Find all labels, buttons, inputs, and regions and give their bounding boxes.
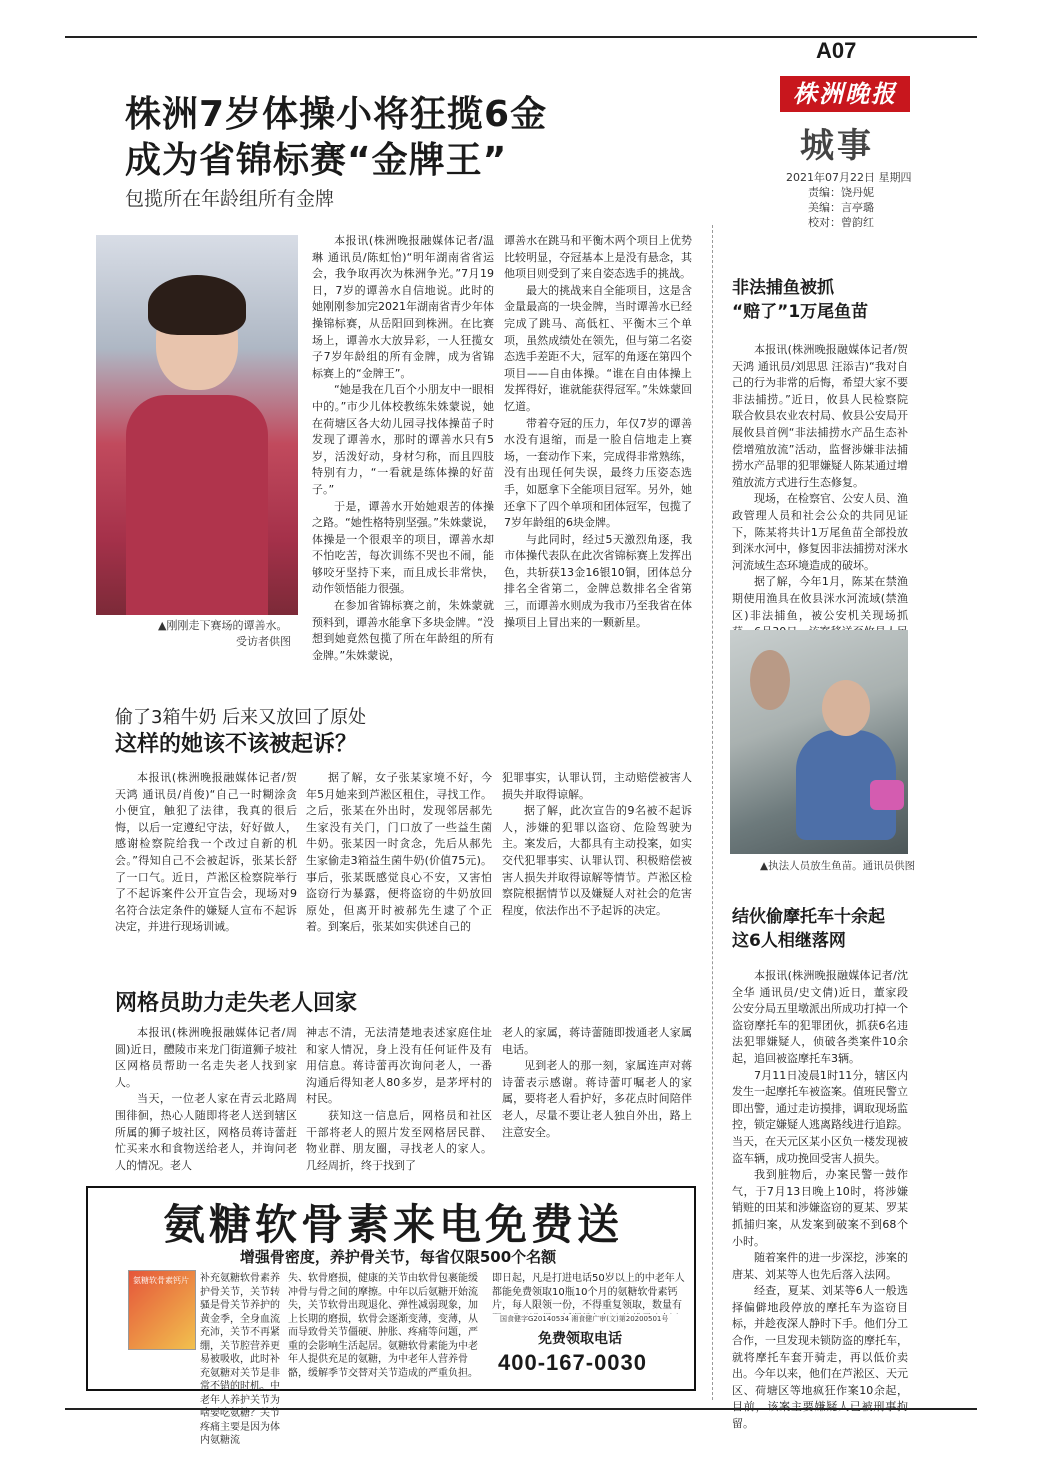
- ad-subtitle: 增强骨密度，养护骨关节，每省仅限500个名额: [239, 1248, 557, 1266]
- newspaper-logo: 株洲晚报: [780, 76, 910, 112]
- column-divider: [712, 225, 713, 1400]
- side1-caption: ▲执法人员放生鱼苗。通讯员供图: [760, 860, 916, 872]
- advertisement: [86, 1186, 696, 1446]
- story2-col1: 本报讯(株洲晚报融媒体记者/贺天鸿 通讯员/肖俊)“自己一时糊涂贪小便宜，触犯了法律，我真的很后悔，以后一定遵纪守法，好好做人，感谢检察院给我一个改过自新的机会。”得知自己不会被起诉，张某长舒了一口气。近日，芦淞区检察院举行了不起诉案件公开宣告会，现场对9名符合法定条件的嫌疑人宣布不起诉决定，并进行现场训诫。: [115, 771, 297, 934]
- photo-caption: ▲刚刚走下赛场的谭善水。: [158, 619, 288, 632]
- bottom-rule: [65, 1408, 977, 1410]
- side1-headline: 非法捕鱼被抓 “赔了”1万尾鱼苗: [732, 278, 869, 322]
- gymnast-photo: [96, 235, 298, 615]
- main-headline: 株洲7岁体操小将狂揽6金 成为省锦标赛“金牌王”: [125, 94, 548, 181]
- main-article-col1: 本报讯(株洲晚报融媒体记者/温琳 通讯员/陈虹怡)“明年湖南省省运会，我争取再次为株洲争光。”7月19日，7岁的谭善水自信地说。此时的她刚刚参加完2021年湖南省青少年体操锦标赛，从岳阳回到株洲。在比赛场上，谭善水大放异彩，一人狂揽女子7岁年龄组的所有金牌，成为省锦标赛上的“金牌王”。 “她是我在几百个小朋友中一眼相中的。”市少儿体校教练朱姝蒙说，她在荷塘区各大幼儿园寻找体操苗子时发现了谭善水，那时的谭善水只有5岁，活泼好动，身材匀称，而且四肢特别有力，“一看就是练体操的好苗子。” 于是，谭善水开始她艰苦的体操之路。“她性格特别坚强。”朱姝蒙说，体操是一个很艰辛的项目，谭善水却不怕吃苦，每次训练不哭也不闹，能够咬牙坚持下来，而且成长非常快，动作领悟能力很强。 在参加省锦标赛之前，朱姝蒙就预料到，谭善水能拿下多块金牌。“没想到她竟然包揽了所在年龄组的所有金牌。”朱姝蒙说，: [312, 234, 494, 662]
- story2-headline: 这样的她该不该被起诉？: [115, 732, 358, 757]
- side1-body: 本报讯(株洲晚报融媒体记者/贺天鸿 通讯员/刘思思 汪添吉)“我对自己的行为非常的后悔，希望大家不要非法捕捞。”近日，攸县人民检察院联合攸县农业农村局、攸县公安局开展攸县首例“非法捕捞水产品生态补偿增殖放流”活动，监督涉嫌非法捕捞水产品罪的犯罪嫌疑人陈某通过增殖放流方式进行生态修复。 现场，在检察官、公安人员、渔政管理人员和社会公众的共同见证下，陈某将共计1万尾鱼苗全部投放到洣水河中，修复因非法捕捞对洣水河流域生态环境造成的破坏。 据了解，今年1月，陈某在禁渔期使用渔具在攸县洣水河流域(禁渔区)非法捕鱼，被公安机关现场抓: [732, 343, 908, 622]
- story2-col2: 据了解，女子张某家境不好，今年5月她来到芦淞区租住，寻找工作。之后，张某在外出时，发现邻居郝先生家没有关门，门口放了一些益生菌牛奶。张某因一时贪念，先后从郝先生家偷走3箱益生菌牛奶(价值75元)。事后，张某既感觉良心不安，又害怕盗窃行为暴露，便将盗窃的牛奶放回原处，但离开时被郝先生逮了个正着。到案后，张某如实供述自己的: [306, 771, 492, 934]
- ad-col2: 失、软骨磨损，健康的关节由软骨包裹能缓冲骨与骨之间的摩擦。中年以后氨糖开始流失，关节软骨出现退化、弹性减弱现象，加上长期的磨损，软骨会逐渐变薄，变薄，从而导致骨关节僵硬、肿胀、疼痛等问题，严重的会影响生活起居。氨糖软骨素能为中老年人提供充足的氨糖，为中老年人营养骨骼，缓解季节交替对关节造成的严重负担。: [288, 1273, 478, 1379]
- story3-col2: 神志不清，无法清楚地表述家庭住址和家人情况，身上没有任何证件及有用信息。蒋诗蕾再次询问老人，一番沟通后得知老人80多岁，是茅坪村的村民。 获知这一信息后，网格员和社区干部将老人的照片发至网格居民群、物业群、朋友圈，寻找老人的家人。几经周折，终于找到了: [306, 1026, 492, 1172]
- photo-credit: 受访者供图: [236, 635, 291, 648]
- story2-kicker: 偷了3箱牛奶 后来又放回了原处: [115, 707, 367, 728]
- ad-title: 氨糖软骨素来电免费送: [162, 1200, 623, 1249]
- story3-col1: 本报讯(株洲晚报融媒体记者/周圆)近日，醴陵市来龙门街道狮子坡社区网格员帮助一名走失老人找到家人。 当天，一位老人家在青云北路周围徘徊，热心人随即将老人送到辖区所属的狮子坡社区，网格员蒋诗蕾赶忙买来水和食物送给老人，并询问老人的情况。老人: [115, 1026, 297, 1172]
- date-info: [786, 170, 912, 230]
- side2-headline: 结伙偷摩托车十余起 这6人相继落网: [732, 907, 885, 951]
- section-title: 城事: [800, 126, 874, 166]
- ad-registration: 国食健字G20140534 湘食健广审(文)第20200501号: [500, 1315, 669, 1323]
- main-subheadline: 包揽所在年龄组所有金牌: [125, 188, 335, 210]
- ad-phone-number: 400-167-0030: [498, 1350, 648, 1375]
- editor: 责编：饶丹妮: [808, 186, 874, 199]
- product-box-image: 氨糖软骨素钙片: [128, 1270, 196, 1350]
- story2-col3: 犯罪事实，认罪认罚，主动赔偿被害人损失并取得谅解。 据了解，此次宣告的9名被不起诉人，涉嫌的犯罪以盗窃、危险驾驶为主。案发后，大都具有主动投案，如实交代犯罪事实、认罪认罚、积极赔偿被害人损失并取得谅解等情节。芦淞区检察院根据情节以及嫌疑人对社会的危害程度，依法作出不予起诉的决定。: [502, 771, 692, 917]
- designer: 美编：言亭璐: [808, 201, 874, 214]
- page-number: A07: [816, 38, 857, 63]
- ad-col1: 补充氨糖软骨素养护骨关节，关节转骚是骨关节养护的黄金季，全身血流充沛，关节不再紧绷，关节腔营养更易被吸收，此时补充氨糖对关节是非常不错的时机。中老年人养护关节为啥要吃氨糖？关节疼痛主要是因为体内氨糖流: [200, 1273, 280, 1446]
- issue-date: 2021年07月22日 星期四: [786, 171, 912, 184]
- story3-col3: 老人的家属，蒋诗蕾随即拨通老人家属电话。 见到老人的那一刻，家属连声对蒋诗蕾表示感谢。蒋诗蕾叮嘱老人的家属，要将老人看护好，多花点时间陪伴老人，尽量不要让老人独自外出，路上注意安全。: [502, 1026, 692, 1139]
- proofreader: 校对：曾韵红: [808, 216, 874, 229]
- ad-phone-label: 免费领取电话: [538, 1331, 622, 1347]
- story3-headline: 网格员助力走失老人回家: [115, 991, 358, 1016]
- side2-body: 本报讯(株洲晚报融媒体记者/沈全华 通讯员/史文倩)近日，董家段公安分局五里墩派出所成功打掉一个盗窃摩托车的犯罪团伙，抓获6名违法犯罪嫌疑人，侦破各类案件10余起，追回被盗摩托车3辆。 7月11日凌晨1时11分，辖区内发生一起摩托车被盗案。值班民警立即出警，通过走访摸排，调取现场监控，锁定嫌疑人逃离路线进行追踪。当天，在天元区某小区负一楼发现被盗车辆，成功挽回受害人损失。 我到脏物后，办案民警一鼓作气，于7月13日晚上10时，将涉嫌销赃的田某和涉嫌盗窃的夏某、罗某抓捕归案，从发案到破案不到68个小时。 随着案件的进一步深挖，涉案的唐某、刘某等人也先后落入法网。 经查，夏某、刘某等6人一般选择偏僻地段停放的摩托车为盗窃目标，并趁夜深人静时下手。他们分工合作，一旦发现未锁防盗的摩托车，就将摩托车套开骑走，再以低价卖出。今年以来，他们在芦淞区、天元区、荷塘区等地疯狂作案10余起，目前，该案主要嫌疑人已被刑事拘留。: [732, 969, 908, 1431]
- main-article-col2: 谭善水在跳马和平衡木两个项目上优势比较明显，夺冠基本上是没有悬念，其他项目则受到了来自姿态选手的挑战。 最大的挑战来自全能项目，这是含金量最高的一块金牌，当时谭善水已经完成了跳马、高低杠、平衡木三个单项，虽然成绩处在领先，但与第二名姿态选手差距不大，冠军的角逐在第四个项目——自由体操。“谁在自由体操上发挥得好，谁就能获得冠军。”朱姝蒙回忆道。 带着夺冠的压力，年仅7岁的谭善水没有退缩，而是一脸自信地走上赛场，一套动作下来，完成得非常熟练，没有出现任何失误，最终力压姿态选手，如愿拿下全能项目冠军。另外，她还拿下了四个单项和团体冠军，包揽了7岁年龄组的6块金牌。 与此同时，经过5天激烈角逐，我市体操代表队在此次省锦标赛上发挥出色，共斩获13金16银10铜，团体总分排名全省第二，金牌总数排名全省第三，而谭善水则成为我市乃至我省在体操项目上冒出来的一颗新星。: [504, 234, 692, 629]
- ad-col3: 即日起，凡是打进电话50岁以上的中老年人都能免费领取10瓶10个月的氨糖软骨素钙片，每人限领一份，不得重复领取，数量有: [492, 1273, 685, 1311]
- fish-release-photo: [730, 630, 908, 854]
